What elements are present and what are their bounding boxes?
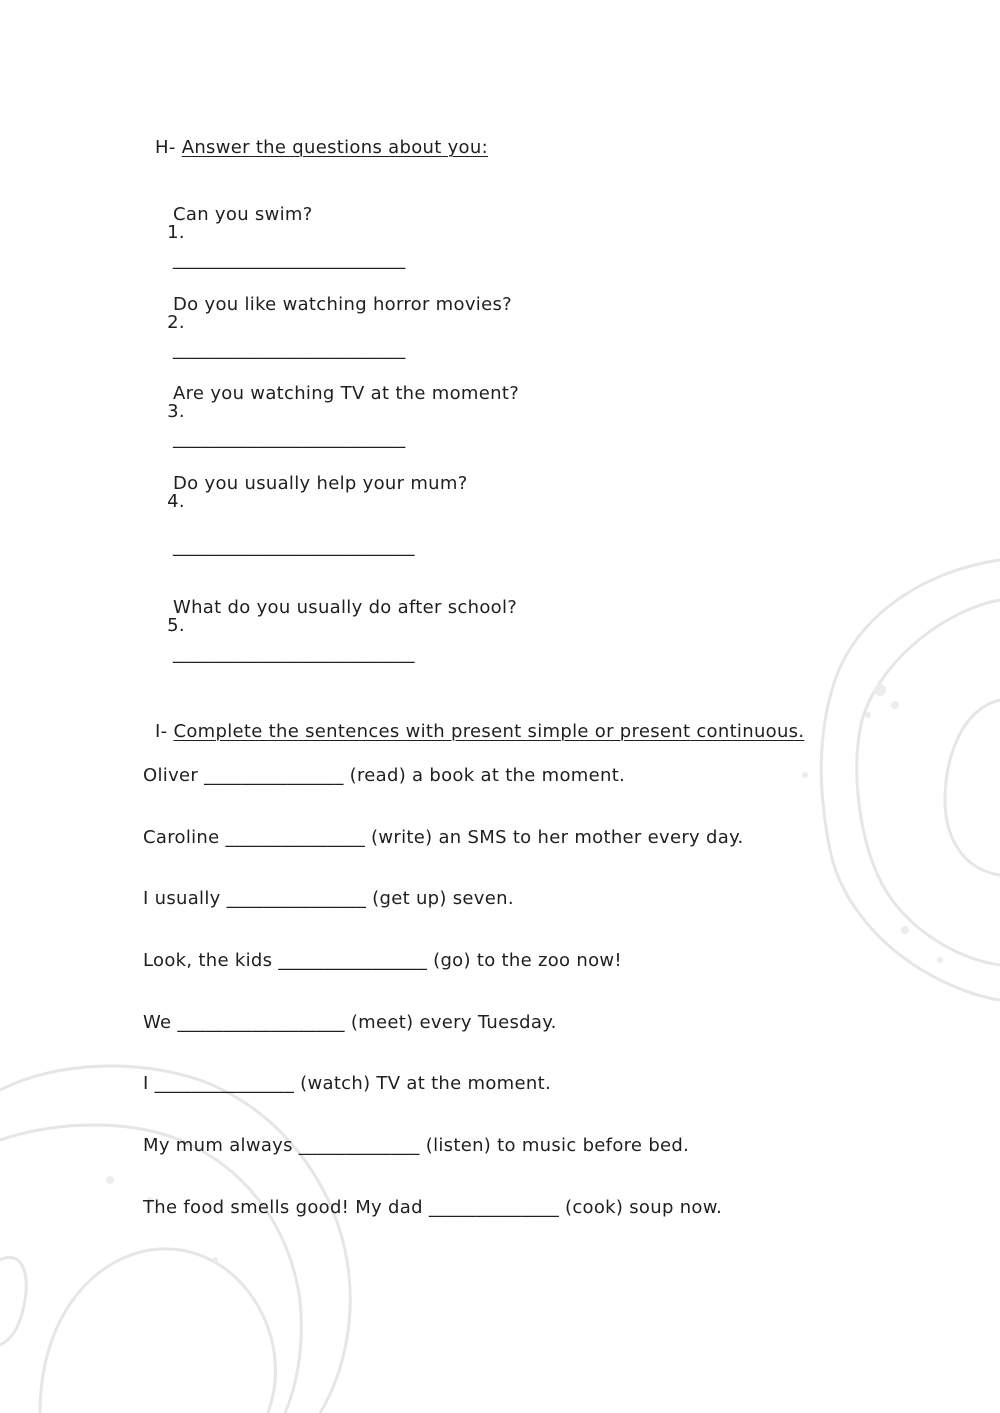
answer-blank[interactable]: _________________________: [173, 428, 406, 449]
question-text: What do you usually do after school?: [173, 597, 518, 618]
sentence-item[interactable]: We __________________ (meet) every Tuesday.: [143, 1012, 557, 1033]
answer-blank[interactable]: _________________________: [173, 339, 406, 360]
sentence-item[interactable]: My mum always _____________ (listen) to music before bed.: [143, 1135, 690, 1156]
question-text: Do you like watching horror movies?: [173, 294, 512, 315]
section-i-heading: [143, 705, 804, 741]
sentence-item[interactable]: I _______________ (watch) TV at the moment.: [143, 1073, 551, 1094]
sentence-item[interactable]: Look, the kids ________________ (go) to the zoo now!: [143, 950, 622, 971]
question-number: 3.: [167, 401, 185, 422]
sentence-item[interactable]: Oliver _______________ (read) a book at the moment.: [143, 765, 626, 786]
question-number: 5.: [167, 615, 185, 636]
sentence-item[interactable]: The food smells good! My dad ______________ (cook) soup now.: [143, 1197, 723, 1218]
answer-blank[interactable]: __________________________: [173, 536, 415, 557]
question-number: 2.: [167, 312, 185, 333]
question-text: Are you watching TV at the moment?: [173, 383, 520, 404]
answer-blank[interactable]: _________________________: [173, 249, 406, 270]
section-h-heading: [143, 121, 488, 157]
question-number: 4.: [167, 491, 185, 512]
question-text: Can you swim?: [173, 204, 313, 225]
section-i-title: Complete the sentences with present simple or present continuous.: [173, 721, 805, 742]
sentence-item[interactable]: I usually _______________ (get up) seven.: [143, 888, 514, 909]
question-number: 1.: [167, 222, 185, 243]
answer-blank[interactable]: __________________________: [173, 643, 415, 664]
sentence-item[interactable]: Caroline _______________ (write) an SMS to her mother every day.: [143, 827, 744, 848]
section-i-prefix: I-: [155, 721, 174, 742]
section-h-title: Answer the questions about you:: [181, 137, 488, 158]
section-h-prefix: H-: [155, 137, 182, 158]
question-text: Do you usually help your mum?: [173, 473, 468, 494]
